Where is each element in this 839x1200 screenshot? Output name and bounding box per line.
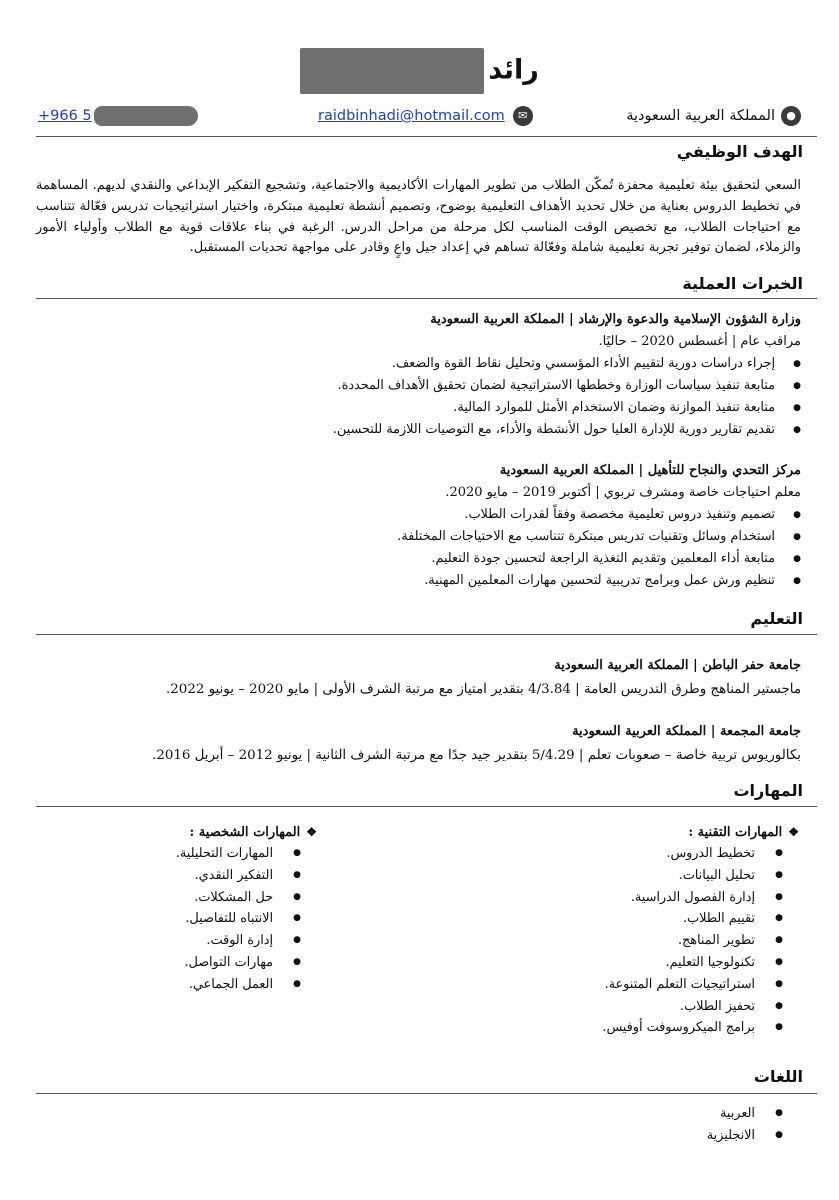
- list-item: ● استخدام وسائل وتقنيات تدريس مبتكرة تتناسب مع الاحتياجات المختلفة.: [41, 526, 775, 548]
- list-item: ● استراتيجيات التعلم المتنوعة.: [439, 974, 755, 996]
- list-item: ● حل المشكلات.: [57, 887, 273, 909]
- list-item: ● تصميم وتنفيذ دروس تعليمية مخصصة وفقاً لقدرات الطلاب.: [41, 504, 775, 526]
- job-2-role: معلم احتياجات خاصة ومشرف تربوي | أكتوبر 2019 – مايو 2020.: [445, 485, 801, 500]
- diamond-bullet-icon: ❖: [306, 825, 317, 839]
- experience-heading: الخبرات العملية: [682, 274, 803, 293]
- candidate-name: [0, 48, 839, 94]
- technical-skills-title: ❖المهارات التقنية :: [688, 825, 799, 840]
- list-item: ● تقديم تقارير دورية للإدارة العليا حول الأنشطة والأداء، مع التوصيات اللازمة للتحسين.: [41, 419, 775, 441]
- email-contact[interactable]: [318, 106, 533, 132]
- personal-skills-list: [57, 843, 317, 996]
- languages-list: [499, 1103, 799, 1147]
- job-1: [41, 309, 801, 441]
- list-item: ● تحفيز الطلاب.: [439, 996, 755, 1018]
- languages-divider: [36, 1093, 817, 1094]
- job-2: [41, 460, 801, 592]
- technical-skills-list: [439, 843, 799, 1039]
- technical-skills: [439, 822, 799, 1039]
- education-heading: التعليم: [750, 609, 803, 628]
- email-link[interactable]: raidbinhadi@hotmail.com: [318, 108, 505, 124]
- education-divider: [36, 634, 817, 635]
- list-item: ● إدارة الوقت.: [57, 930, 273, 952]
- list-item: ● متابعة أداء المعلمين وتقديم التغذية الراجعة لتحسين جودة التعليم.: [41, 548, 775, 570]
- list-item: ● المهارات التحليلية.: [57, 843, 273, 865]
- skills-heading: المهارات: [733, 781, 803, 800]
- list-item: ● الانتباه للتفاصيل.: [57, 908, 273, 930]
- education-1-org: جامعة حفر الباطن | المملكة العربية السعودية: [554, 658, 801, 673]
- experience-divider: [36, 298, 817, 299]
- list-item: ● متابعة تنفيذ الموازنة وضمان الاستخدام الأمثل للموارد المالية.: [41, 397, 775, 419]
- redacted-phone: [94, 106, 198, 126]
- job-2-org: مركز التحدي والنجاح للتأهيل | المملكة العربية السعودية: [499, 463, 801, 478]
- list-item: ● برامج الميكروسوفت أوفيس.: [439, 1017, 755, 1039]
- languages-section: [499, 1103, 799, 1147]
- phone-link[interactable]: [38, 106, 198, 132]
- education-1: [41, 654, 801, 702]
- phone-number[interactable]: +966 5: [38, 108, 92, 124]
- list-item: ● تخطيط الدروس.: [439, 843, 755, 865]
- list-item: ● العمل الجماعي.: [57, 974, 273, 996]
- list-item: ● التفكير النقدي.: [57, 865, 273, 887]
- personal-skills: [57, 822, 317, 996]
- list-item: ● متابعة تنفيذ سياسات الوزارة وخططها الاستراتيجية لضمان تحقيق الأهداف المحددة.: [41, 375, 775, 397]
- job-1-bullets: [41, 353, 801, 441]
- list-item: ● الانجليزية: [499, 1125, 755, 1147]
- map-pin-icon: ●: [781, 106, 801, 126]
- list-item: ● مهارات التواصل.: [57, 952, 273, 974]
- list-item: ● تكنولوجيا التعليم.: [439, 952, 755, 974]
- education-2-line: بكالوريوس تربية خاصة – صعوبات تعلم | 5/4.29 بتقدير جيد جدًا مع مرتبة الشرف الثانية | يونيو 2012 – أبريل 2016.: [152, 748, 801, 763]
- list-item: ● تنظيم ورش عمل وبرامج تدريبية لتحسين مهارات المعلمين المهنية.: [41, 570, 775, 592]
- languages-heading: اللغات: [753, 1067, 803, 1086]
- job-1-role: مراقب عام | أغسطس 2020 – حاليًا.: [598, 334, 801, 349]
- location-contact: [626, 106, 801, 132]
- name-text: رائد: [488, 54, 539, 86]
- personal-skills-title: ❖المهارات الشخصية :: [189, 825, 317, 840]
- education-2: [41, 720, 801, 768]
- education-2-org: جامعة المجمعة | المملكة العربية السعودية: [572, 724, 801, 739]
- list-item: ● تحليل البيانات.: [439, 865, 755, 887]
- envelope-icon: ✉: [513, 106, 533, 126]
- list-item: ● إجراء دراسات دورية لتقييم الأداء المؤسسي وتحليل نقاط القوة والضعف.: [41, 353, 775, 375]
- list-item: ● إدارة الفصول الدراسية.: [439, 887, 755, 909]
- objective-heading: الهدف الوظيفي: [676, 142, 803, 161]
- job-2-bullets: [41, 504, 801, 592]
- job-1-org: وزارة الشؤون الإسلامية والدعوة والإرشاد | المملكة العربية السعودية: [430, 312, 801, 327]
- list-item: ● العربية: [499, 1103, 755, 1125]
- header-divider: [36, 136, 817, 137]
- list-item: ● تقييم الطلاب.: [439, 908, 755, 930]
- education-1-line: ماجستير المناهج وطرق التدريس العامة | 4/3.84 بتقدير امتياز مع مرتبة الشرف الأولى | مايو 2020 – يونيو 2022.: [166, 682, 801, 697]
- list-item: ● تطوير المناهج.: [439, 930, 755, 952]
- objective-text: السعي لتحقيق بيئة تعليمية محفزة تُمكّن الطلاب من تطوير المهارات الأكاديمية والاجتماعية، وتشجيع التفكير الإبداعي والنقدي لديهم. المساهمة في تخطيط الدروس بعناية من خلال تحديد الأهداف التعليمية بوضوح، وتصميم أنشطة تعليمية مبتكرة، واختيار استراتيجيات تدريس فعّالة تتناسب مع احتياجات الطلاب، مع تخصيص الوقت المناسب لكل مرحلة من مراحل الدرس. الرغبة في بناء علاقات قوية مع الطلاب وأولياء الأمور والزملاء، لضمان توفير تجربة تعليمية شاملة وفعّالة تساهم في إعداد جيل واعٍ وقادر على مواجهة تحديات المستقبل.: [36, 178, 801, 256]
- location-text: المملكة العربية السعودية: [626, 108, 775, 124]
- diamond-bullet-icon: ❖: [788, 825, 799, 839]
- skills-divider: [36, 806, 817, 807]
- redacted-surname: [300, 48, 484, 94]
